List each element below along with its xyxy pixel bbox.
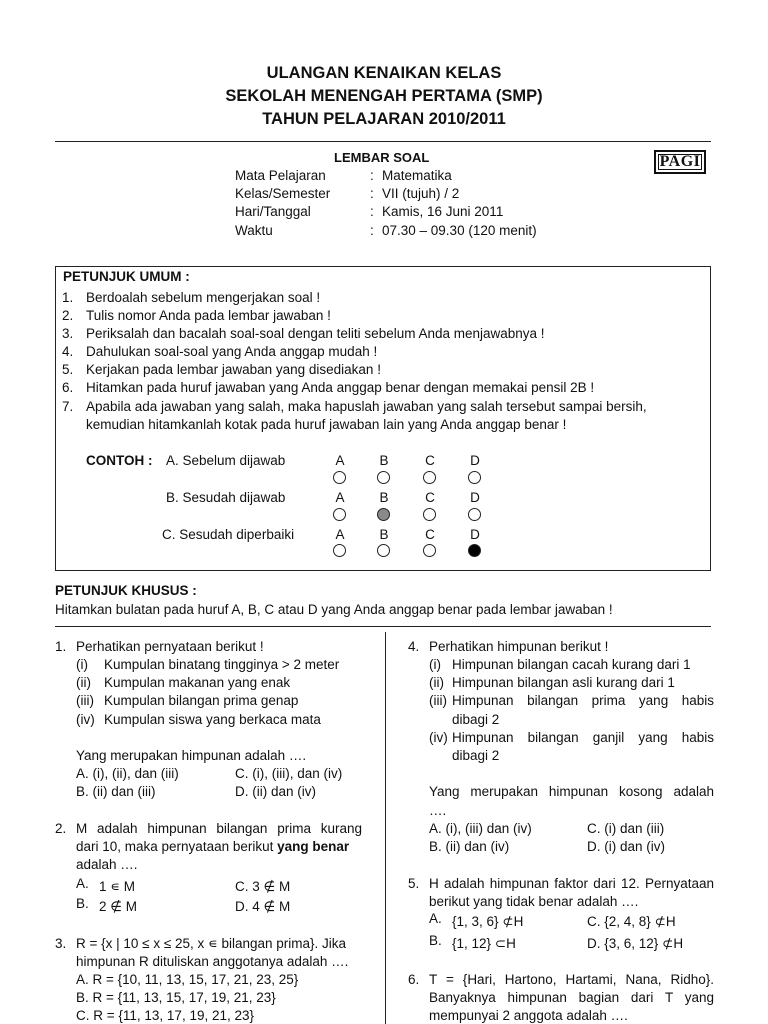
bubble-empty <box>468 508 481 521</box>
q5-option-b: {1, 12} ⊂H <box>452 936 516 951</box>
bubble-empty <box>423 544 436 557</box>
q1-option-b: B. (ii) dan (iii) <box>76 784 156 799</box>
q4-item: Himpunan bilangan cacah kurang dari 1 <box>452 657 691 672</box>
q3-option-a: A. R = {10, 11, 13, 15, 17, 21, 23, 25} <box>76 972 299 987</box>
example-after-correction: C. Sesudah diperbaiki <box>162 527 295 542</box>
q1-stem: Perhatikan pernyataan berikut ! <box>76 639 264 654</box>
q1-roman: (i) <box>76 657 88 672</box>
q3-line2: himpunan R dituliskan anggotanya adalah …. <box>76 954 349 969</box>
bubble-filled-gray <box>377 508 390 521</box>
instruction-item: Tulis nomor Anda pada lembar jawaban ! <box>86 308 331 323</box>
q5-line1: H adalah himpunan faktor dari 12. Pernyataan <box>429 876 714 891</box>
q5-option-c: C. {2, 4, 8} ⊄H <box>587 914 676 929</box>
option-letter: C <box>425 490 435 505</box>
option-letter: A <box>335 527 345 542</box>
q4-option-b: B. (ii) dan (iv) <box>429 839 510 854</box>
q4-question: Yang merupakan himpunan kosong adalah <box>429 784 714 799</box>
q5-line2: berikut yang tidak benar adalah …. <box>429 894 639 909</box>
q1-item: Kumpulan makanan yang enak <box>104 675 291 690</box>
q5-option-d: D. {3, 6, 12} ⊄H <box>587 936 684 951</box>
column-divider <box>385 632 386 1024</box>
instruction-item: Apabila ada jawaban yang salah, maka hapuslah jawaban yang salah tersebut sampai bersih, <box>86 399 647 414</box>
bubble-empty <box>333 544 346 557</box>
q3-option-c: C. R = {11, 13, 17, 19, 21, 23} <box>76 1008 255 1023</box>
q4-option-c: C. (i) dan (iii) <box>587 821 665 836</box>
q1-roman: (ii) <box>76 675 91 690</box>
option-letter: B <box>379 527 389 542</box>
special-instructions-text: Hitamkan bulatan pada huruf A, B, C atau D yang Anda anggap benar pada lembar jawaban ! <box>55 602 613 617</box>
bubble-empty <box>423 471 436 484</box>
instruction-item-continued: kemudian hitamkanlah kotak pada huruf jawaban lain yang Anda anggap benar ! <box>86 417 567 432</box>
option-letter: C <box>425 527 435 542</box>
instruction-item: Berdoalah sebelum mengerjakan soal ! <box>86 290 321 305</box>
q4-number: 4. <box>408 639 420 654</box>
q2-option-a: 1 ∊ M <box>99 879 135 894</box>
example-label: CONTOH : <box>86 453 153 468</box>
q3-number: 3. <box>55 936 67 951</box>
instruction-item: Kerjakan pada lembar jawaban yang disediakan ! <box>86 362 381 377</box>
q2-option-b: 2 ∉ M <box>99 899 138 914</box>
q5-number: 5. <box>408 876 420 891</box>
q2-option-b-label: B. <box>76 896 89 911</box>
q4-roman: (iv) <box>429 730 448 745</box>
bubble-empty <box>333 508 346 521</box>
school-level-title: SEKOLAH MENENGAH PERTAMA (SMP) <box>225 87 543 105</box>
q1-roman: (iii) <box>76 693 94 708</box>
option-letter: A <box>335 490 345 505</box>
q1-item: Kumpulan binatang tingginya > 2 meter <box>104 657 340 672</box>
q5-option-b-label: B. <box>429 933 442 948</box>
q4-roman: (ii) <box>429 675 444 690</box>
general-instructions-title: PETUNJUK UMUM : <box>63 269 190 284</box>
q4-question-continued: …. <box>429 803 447 818</box>
q1-question: Yang merupakan himpunan adalah …. <box>76 748 307 763</box>
exam-title: ULANGAN KENAIKAN KELAS <box>266 64 502 82</box>
option-letter: A <box>335 453 345 468</box>
q1-item: Kumpulan bilangan prima genap <box>104 693 299 708</box>
q6-line3: mempunyai 2 anggota adalah …. <box>429 1008 628 1023</box>
q2-option-d: D. 4 ∉ M <box>235 899 291 914</box>
q4-roman: (iii) <box>429 693 447 708</box>
session-stamp: PAGI <box>654 150 706 174</box>
q1-option-a: A. (i), (ii), dan (iii) <box>76 766 179 781</box>
option-letter: C <box>425 453 435 468</box>
example-before-answer: A. Sebelum dijawab <box>166 453 286 468</box>
special-instructions-title: PETUNJUK KHUSUS : <box>55 583 197 598</box>
q1-number: 1. <box>55 639 67 654</box>
q4-option-d: D. (i) dan (iv) <box>587 839 666 854</box>
q4-option-a: A. (i), (iii) dan (iv) <box>429 821 532 836</box>
q6-line2: Banyaknya himpunan bagian dari T yang <box>429 990 714 1005</box>
q4-item: Himpunan bilangan ganjil yang habis <box>452 730 714 745</box>
q6-number: 6. <box>408 972 420 987</box>
example-after-answer: B. Sesudah dijawab <box>166 490 286 505</box>
bubble-empty <box>423 508 436 521</box>
option-letter: D <box>470 453 480 468</box>
q3-option-b: B. R = {11, 13, 15, 17, 19, 21, 23} <box>76 990 276 1005</box>
q2-line3: adalah …. <box>76 857 138 872</box>
q1-item: Kumpulan siswa yang berkaca mata <box>104 712 321 727</box>
q4-item-continued: dibagi 2 <box>452 712 500 727</box>
option-letter: D <box>470 490 480 505</box>
option-letter: B <box>379 490 389 505</box>
questions-divider <box>55 626 711 627</box>
q2-option-a-label: A. <box>76 876 89 891</box>
bubble-empty <box>468 471 481 484</box>
q2-line2: dari 10, maka pernyataan berikut yang benar <box>76 839 350 854</box>
q1-roman: (iv) <box>76 712 95 727</box>
q4-stem: Perhatikan himpunan berikut ! <box>429 639 609 654</box>
bubble-empty <box>377 544 390 557</box>
q4-item: Himpunan bilangan prima yang habis <box>452 693 714 708</box>
option-letter: D <box>470 527 480 542</box>
q4-roman: (i) <box>429 657 441 672</box>
q4-item-continued: dibagi 2 <box>452 748 500 763</box>
q2-option-c: C. 3 ∉ M <box>235 879 291 894</box>
sheet-title: LEMBAR SOAL <box>334 150 430 165</box>
q6-line1: T = {Hari, Hartono, Hartami, Nana, Ridho}. <box>429 972 714 987</box>
q1-option-c: C. (i), (iii), dan (iv) <box>235 766 343 781</box>
header-divider <box>55 141 711 142</box>
q1-option-d: D. (ii) dan (iv) <box>235 784 317 799</box>
instruction-item: Hitamkan pada huruf jawaban yang Anda anggap benar dengan memakai pensil 2B ! <box>86 380 595 395</box>
bubble-empty <box>377 471 390 484</box>
q3-line1: R = {x | 10 ≤ x ≤ 25, x ∊ bilangan prima}. Jika <box>76 936 347 951</box>
q5-option-a-label: A. <box>429 911 442 926</box>
option-letter: B <box>379 453 389 468</box>
bubble-empty <box>333 471 346 484</box>
q4-item: Himpunan bilangan asli kurang dari 1 <box>452 675 675 690</box>
instruction-item: Dahulukan soal-soal yang Anda anggap mudah ! <box>86 344 378 359</box>
q2-line1: M adalah himpunan bilangan prima kurang <box>76 821 362 836</box>
bubble-filled-black <box>468 544 481 557</box>
instruction-item: Periksalah dan bacalah soal-soal dengan teliti sebelum Anda menjawabnya ! <box>86 326 545 341</box>
q5-option-a: {1, 3, 6} ⊄H <box>452 914 524 929</box>
academic-year-title: TAHUN PELAJARAN 2010/2011 <box>262 110 506 128</box>
q2-number: 2. <box>55 821 67 836</box>
